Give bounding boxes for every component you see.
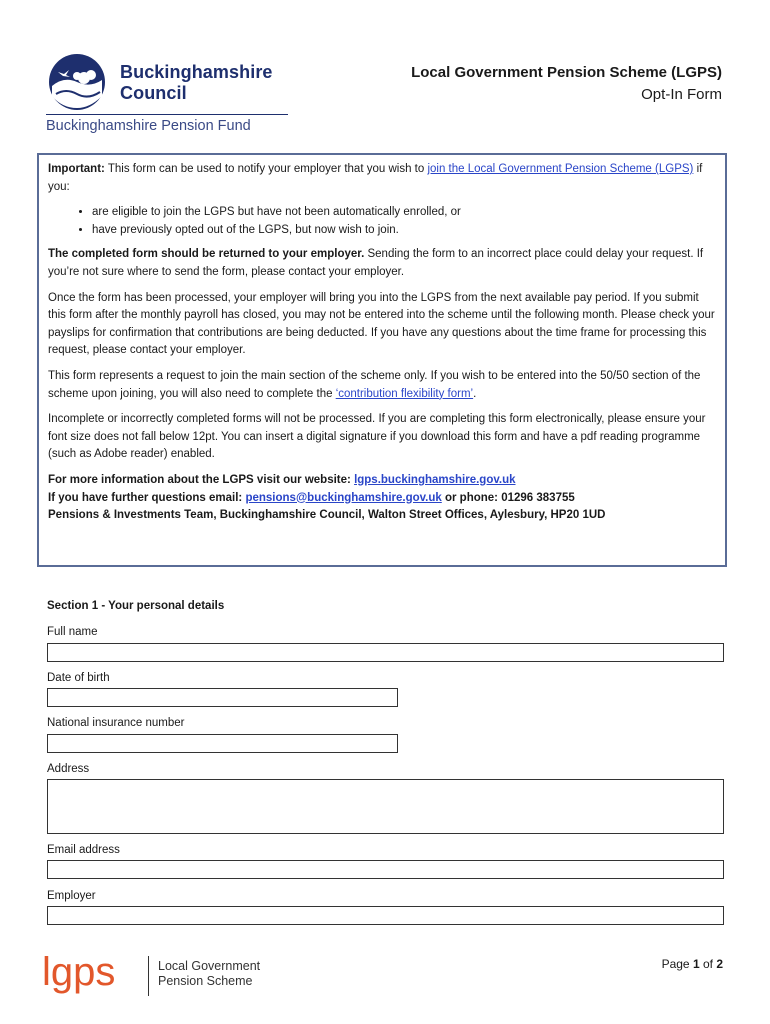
- intro-paragraph: [48, 161, 717, 196]
- dob-field[interactable]: [47, 688, 398, 707]
- lgps-name: Local Government Pension Scheme: [158, 959, 261, 988]
- completion-paragraph: Incomplete or incorrectly completed forms will not be processed. If you are completing this form electronically, please ensure your font size does not fall below 12pt. You can insert a digital signature if you download this form and have a pdf reading programme (such as Adobe reader) enabled.: [48, 413, 706, 461]
- section-text: This form represents a request to join the main section of the scheme only. If you wish to be entered into the 50/50 section of the scheme upon joining, you will also need to complete the: [48, 369, 701, 400]
- page-total: 2: [716, 957, 723, 971]
- list-item: • are eligible to join the LGPS but have not been automatically enrolled, or: [92, 204, 717, 222]
- return-paragraph: [48, 246, 717, 281]
- address-label: Address: [47, 763, 90, 775]
- intro-text: This form can be used to notify your employer that you wish to: [104, 163, 428, 175]
- return-instruction: The completed form should be returned to your employer.: [48, 248, 365, 261]
- important-label: Important:: [48, 163, 105, 175]
- list-item: • have previously opted out of the LGPS, but now wish to join.: [92, 222, 717, 240]
- email-line: [48, 490, 717, 508]
- full-name-label: Full name: [47, 626, 98, 638]
- address-line: Pensions & Investments Team, Buckinghamshire Council, Walton Street Offices, Aylesbury, HP20 1UD: [48, 509, 606, 522]
- ni-number-field[interactable]: [47, 734, 398, 753]
- pension-fund-name: Buckinghamshire Pension Fund: [46, 118, 251, 134]
- section-tail: .: [473, 387, 477, 400]
- council-logo: [44, 52, 294, 136]
- eligibility-list: [48, 204, 717, 239]
- contribution-flexibility-link[interactable]: ‘contribution flexibility form’: [335, 387, 474, 400]
- email-link[interactable]: pensions@buckinghamshire.gov.uk: [245, 491, 442, 504]
- processing-paragraph: Once the form has been processed, your employer will bring you into the LGPS from the next available pay period. If you submit this form after the monthly payroll has closed, you may not be entered into the scheme until the following month. Please check your payslips for confirmation that contributions are being deducted. If you have any questions about the time frame for processing this request, please contact your employer.: [48, 291, 715, 357]
- website-line: [48, 472, 717, 490]
- important-info-box: [37, 153, 727, 567]
- full-name-field[interactable]: [47, 643, 724, 662]
- document-subtitle: Opt-In Form: [641, 86, 722, 103]
- page-current: 1: [692, 957, 700, 971]
- lgps-logo: [42, 952, 292, 1002]
- dob-label: Date of birth: [47, 672, 110, 684]
- employer-field[interactable]: [47, 906, 724, 925]
- lgps-wordmark: lgps: [42, 952, 116, 994]
- section-1-title: Section 1 - Your personal details: [47, 600, 225, 612]
- page-number: [662, 957, 723, 971]
- section-paragraph: [48, 368, 717, 403]
- email-text: If you have further questions email:: [48, 491, 246, 504]
- document-title-block: [411, 63, 722, 107]
- return-text: Sending the form to an incorrect place could delay your request. If you’re not sure where to send the form, please contact your employer.: [48, 248, 704, 278]
- join-lgps-link[interactable]: join the Local Government Pension Scheme (LGPS): [427, 163, 694, 175]
- page-mid: of: [699, 957, 717, 971]
- logo-divider: [46, 114, 288, 115]
- lgps-logo-divider: [148, 956, 149, 996]
- address-field[interactable]: [47, 779, 724, 834]
- website-text: For more information about the LGPS visit our website:: [48, 473, 355, 486]
- intro-tail: if you:: [48, 163, 703, 193]
- phone-text: or phone: 01296 383755: [441, 491, 575, 504]
- website-link[interactable]: lgps.buckinghamshire.gov.uk: [354, 473, 516, 486]
- council-crest-icon: [44, 52, 114, 112]
- contact-details: [48, 472, 717, 525]
- lgps-wordmark-icon: [42, 952, 142, 1002]
- employer-label: Employer: [47, 890, 96, 902]
- council-name: Buckinghamshire Council: [120, 62, 273, 103]
- document-title: Local Government Pension Scheme (LGPS): [411, 64, 722, 81]
- email-label: Email address: [47, 844, 120, 856]
- page-prefix: Page: [661, 957, 693, 971]
- ni-number-label: National insurance number: [47, 717, 185, 729]
- email-field[interactable]: [47, 860, 724, 879]
